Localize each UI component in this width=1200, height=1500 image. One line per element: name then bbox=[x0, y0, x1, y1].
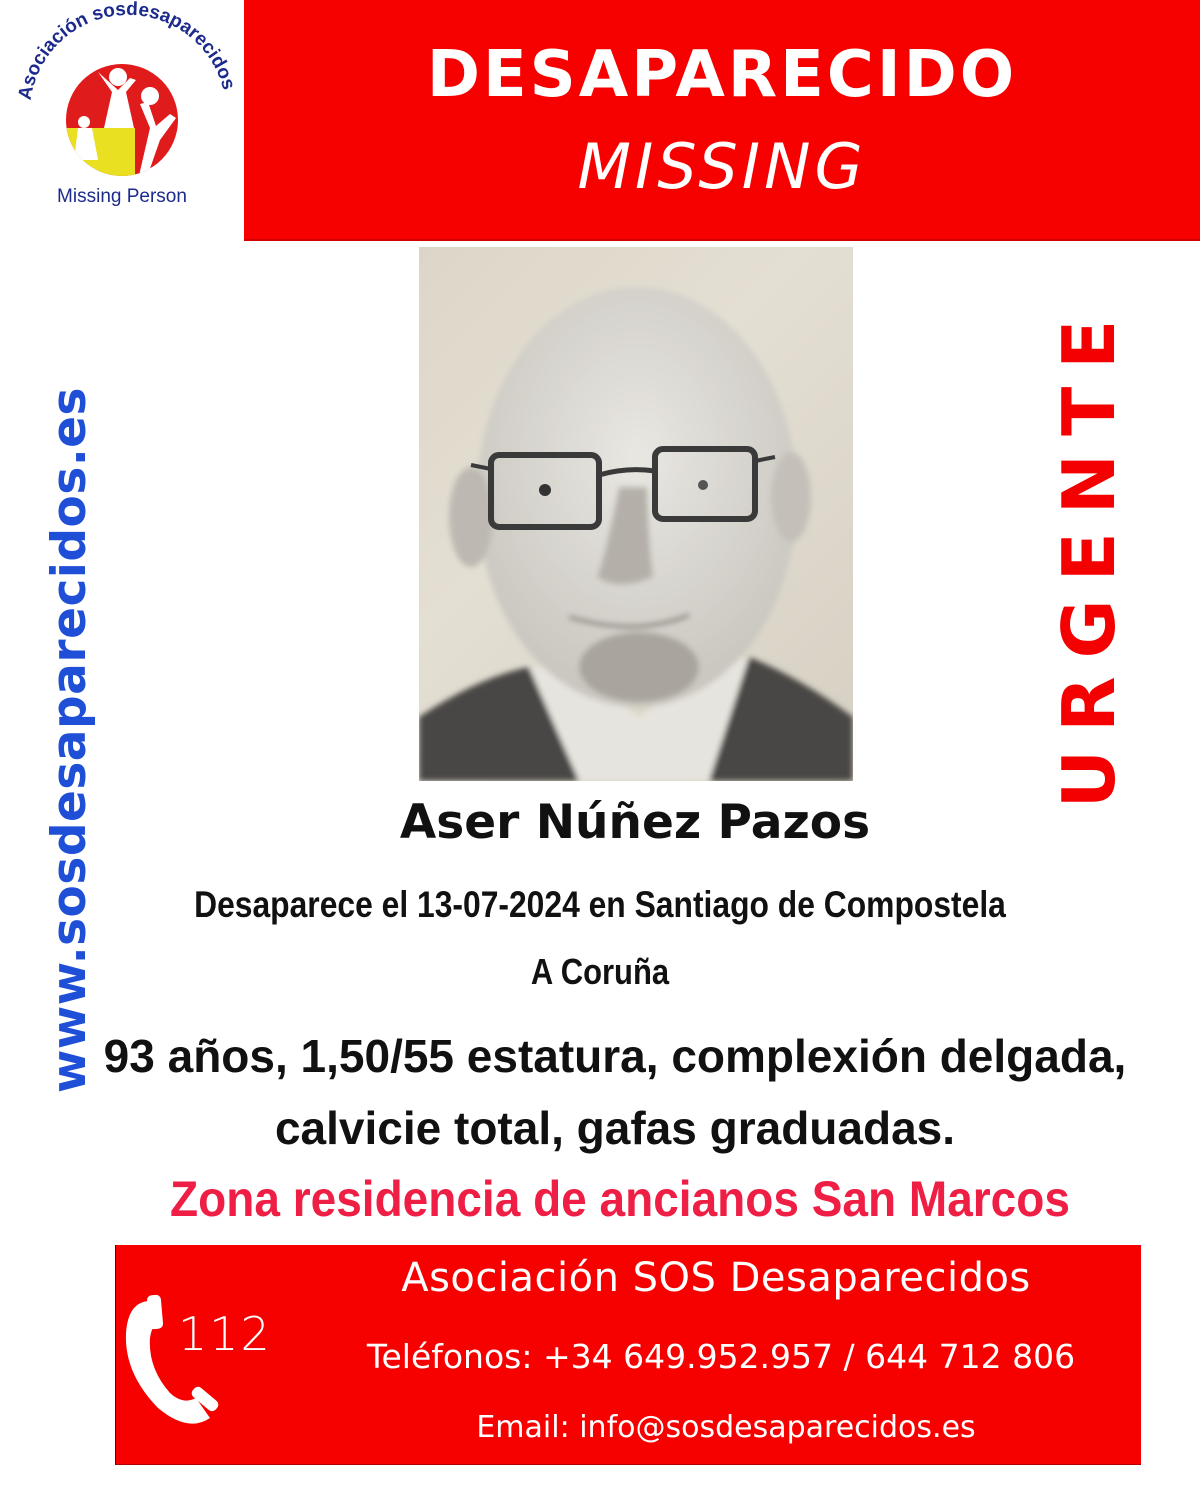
logo-caption: Missing Person bbox=[57, 186, 187, 207]
province: A Coruña bbox=[530, 951, 670, 992]
urgent-label: URGENTE bbox=[1047, 301, 1131, 809]
physical-description: 93 años, 1,50/55 estatura, complexión delgada, calvicie total, gafas graduadas. bbox=[103, 1030, 1127, 1154]
header-subtitle: MISSING bbox=[577, 130, 867, 203]
phone-numbers[interactable]: Teléfonos: +34 649.952.957 / 644 712 806 bbox=[366, 1337, 1076, 1376]
contact-box bbox=[115, 1245, 1141, 1465]
person-name: Aser Núñez Pazos bbox=[399, 795, 871, 850]
portrait-image bbox=[419, 247, 853, 781]
last-seen-zone: Zona residencia de ancianos San Marcos bbox=[170, 1171, 1070, 1227]
website-url[interactable]: www.sosdesaparecidos.es bbox=[42, 386, 97, 1094]
organization-logo bbox=[0, 0, 244, 241]
header-title: DESAPARECIDO bbox=[426, 38, 1018, 112]
organization-name: Asociación SOS Desaparecidos bbox=[401, 1255, 1031, 1301]
emergency-number[interactable]: 112 bbox=[178, 1307, 272, 1361]
header-banner bbox=[244, 0, 1200, 241]
disappearance-info: Desaparece el 13-07-2024 en Santiago de Compostela bbox=[194, 884, 1006, 925]
person-photo bbox=[419, 247, 853, 781]
contact-email[interactable]: Email: info@sosdesaparecidos.es bbox=[476, 1410, 976, 1445]
logo-arc-text: Asociación sosdesaparecidos bbox=[14, 0, 240, 102]
